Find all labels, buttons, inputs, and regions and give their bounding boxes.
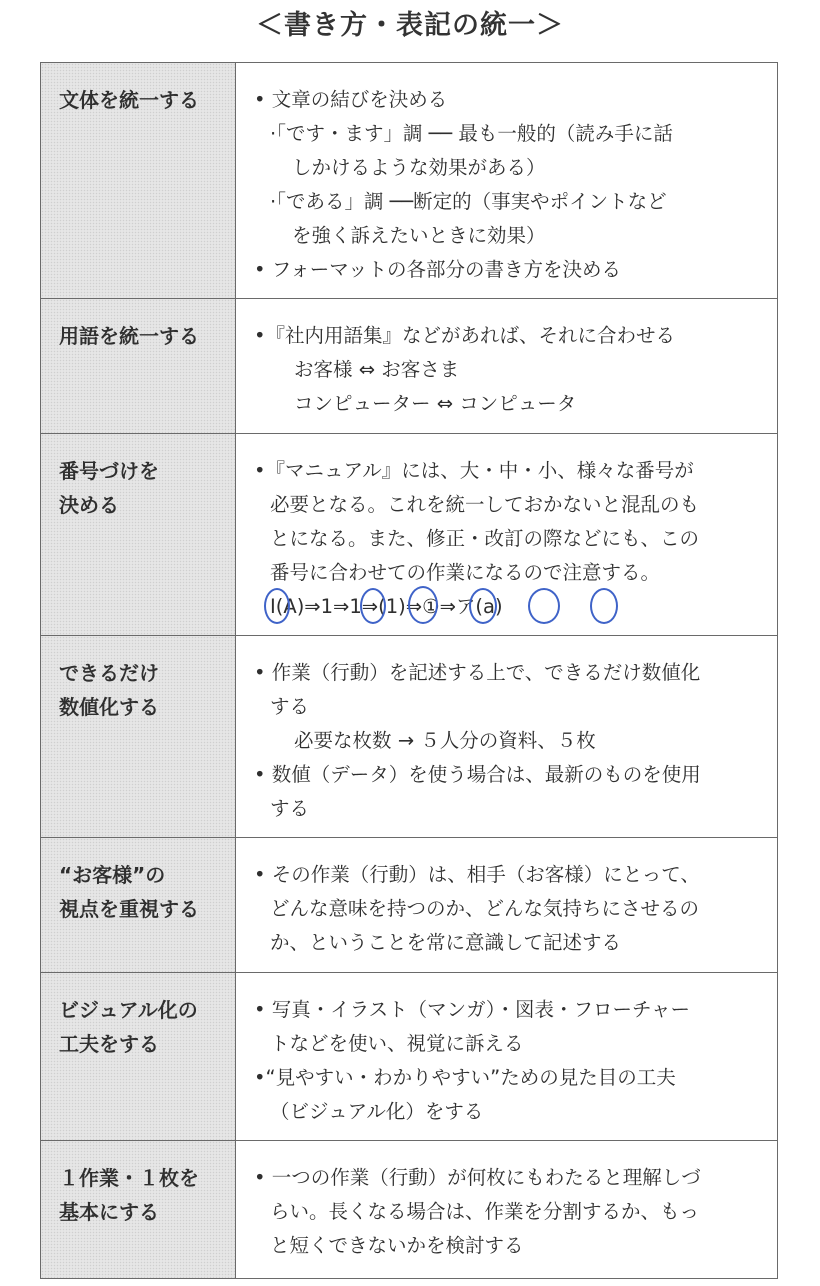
row-heading	[41, 63, 236, 298]
content-line: •“見やすい・わかりやすい”ための見た目の工夫	[254, 1066, 676, 1089]
row-content	[236, 299, 777, 433]
content-line: • 作業（行動）を記述する上で、できるだけ数値化	[254, 661, 701, 684]
row-heading-line: １作業・１枚を	[59, 1166, 199, 1190]
content-line: と短くできないかを検討する	[270, 1234, 524, 1257]
row-content	[236, 63, 777, 298]
content-line: •『マニュアル』には、大・中・小、様々な番号が	[254, 459, 694, 482]
content-line: •『社内用語集』などがあれば、それに合わせる	[254, 324, 676, 347]
content-line: 必要となる。これを統一しておかないと混乱のも	[270, 493, 700, 516]
row-heading-line: 視点を重視する	[59, 897, 199, 921]
row-heading-line: “お客様”の	[59, 863, 166, 887]
row-heading-line: 数値化する	[59, 695, 159, 719]
content-line: する	[270, 695, 310, 718]
pen-circle-mark	[469, 588, 497, 624]
row-heading-line: ビジュアル化の	[59, 998, 198, 1022]
writing-guidelines-table	[40, 62, 778, 1279]
content-line: • その作業（行動）は、相手（お客様）にとって、	[254, 863, 700, 886]
content-line: ·「である」調 ──断定的（事実やポイントなど	[270, 190, 667, 213]
content-line: • 数値（データ）を使う場合は、最新のものを使用	[254, 763, 701, 786]
pen-circle-mark	[264, 588, 290, 624]
pen-circle-mark	[408, 586, 438, 624]
content-line: か、ということを常に意識して記述する	[270, 931, 622, 954]
row-heading-line: 用語を統一する	[59, 324, 199, 348]
table-row	[41, 635, 777, 837]
content-line: • 一つの作業（行動）が何枚にもわたると理解しづ	[254, 1166, 701, 1189]
content-line: する	[270, 797, 310, 820]
content-line: どんな意味を持つのか、どんな気持ちにさせるの	[270, 897, 700, 920]
row-content	[236, 838, 777, 972]
table-row	[41, 433, 777, 635]
content-line: ·「です・ます」調 ── 最も一般的（読み手に話	[270, 122, 673, 145]
pen-circle-mark	[590, 588, 618, 624]
row-heading-line: できるだけ	[59, 661, 159, 685]
row-heading	[41, 636, 236, 837]
page-title: ＜書き方・表記の統一＞	[256, 10, 564, 41]
content-line: （ビジュアル化）をする	[270, 1100, 484, 1123]
content-line: トなどを使い、視覚に訴える	[270, 1032, 524, 1055]
content-line: • 写真・イラスト（マンガ）・図表・フローチャー	[254, 998, 690, 1021]
pen-circle-mark	[360, 588, 386, 624]
table-row	[41, 1140, 777, 1278]
row-heading	[41, 299, 236, 433]
row-content	[236, 973, 777, 1140]
row-heading-line: 基本にする	[59, 1200, 159, 1224]
row-heading	[41, 973, 236, 1140]
table-row	[41, 298, 777, 433]
row-content	[236, 1141, 777, 1278]
content-line: 番号に合わせての作業になるので注意する。	[270, 561, 661, 584]
row-heading-line: 工夫をする	[59, 1032, 159, 1056]
row-content	[236, 636, 777, 837]
table-row	[41, 972, 777, 1140]
row-heading-line: 文体を統一する	[59, 88, 199, 112]
row-heading-line: 番号づけを	[59, 459, 159, 483]
content-line: らい。長くなる場合は、作業を分割するか、もっ	[270, 1200, 700, 1223]
row-heading	[41, 434, 236, 635]
row-heading-line: 決める	[59, 493, 119, 517]
content-line: • フォーマットの各部分の書き方を決める	[254, 258, 621, 281]
numbering-sequence: Ⅰ(A)⇒1⇒1⇒(1)⇒①⇒ア(a)	[254, 590, 767, 624]
row-content	[236, 434, 777, 635]
content-line: とになる。また、修正・改訂の際などにも、この	[270, 527, 700, 550]
table-row	[41, 63, 777, 298]
pen-circle-mark	[528, 588, 560, 624]
row-heading	[41, 1141, 236, 1278]
content-line: • 文章の結びを決める	[254, 88, 448, 111]
content-line: を強く訴えたいときに効果）	[292, 224, 546, 247]
row-heading	[41, 838, 236, 972]
content-line: 必要な枚数 → ５人分の資料、５枚	[294, 729, 596, 752]
content-line: お客様 ⇔ お客さま	[294, 358, 460, 381]
table-row	[41, 837, 777, 972]
content-line: コンピューター ⇔ コンピュータ	[294, 392, 577, 415]
content-line: しかけるような効果がある）	[292, 156, 546, 179]
